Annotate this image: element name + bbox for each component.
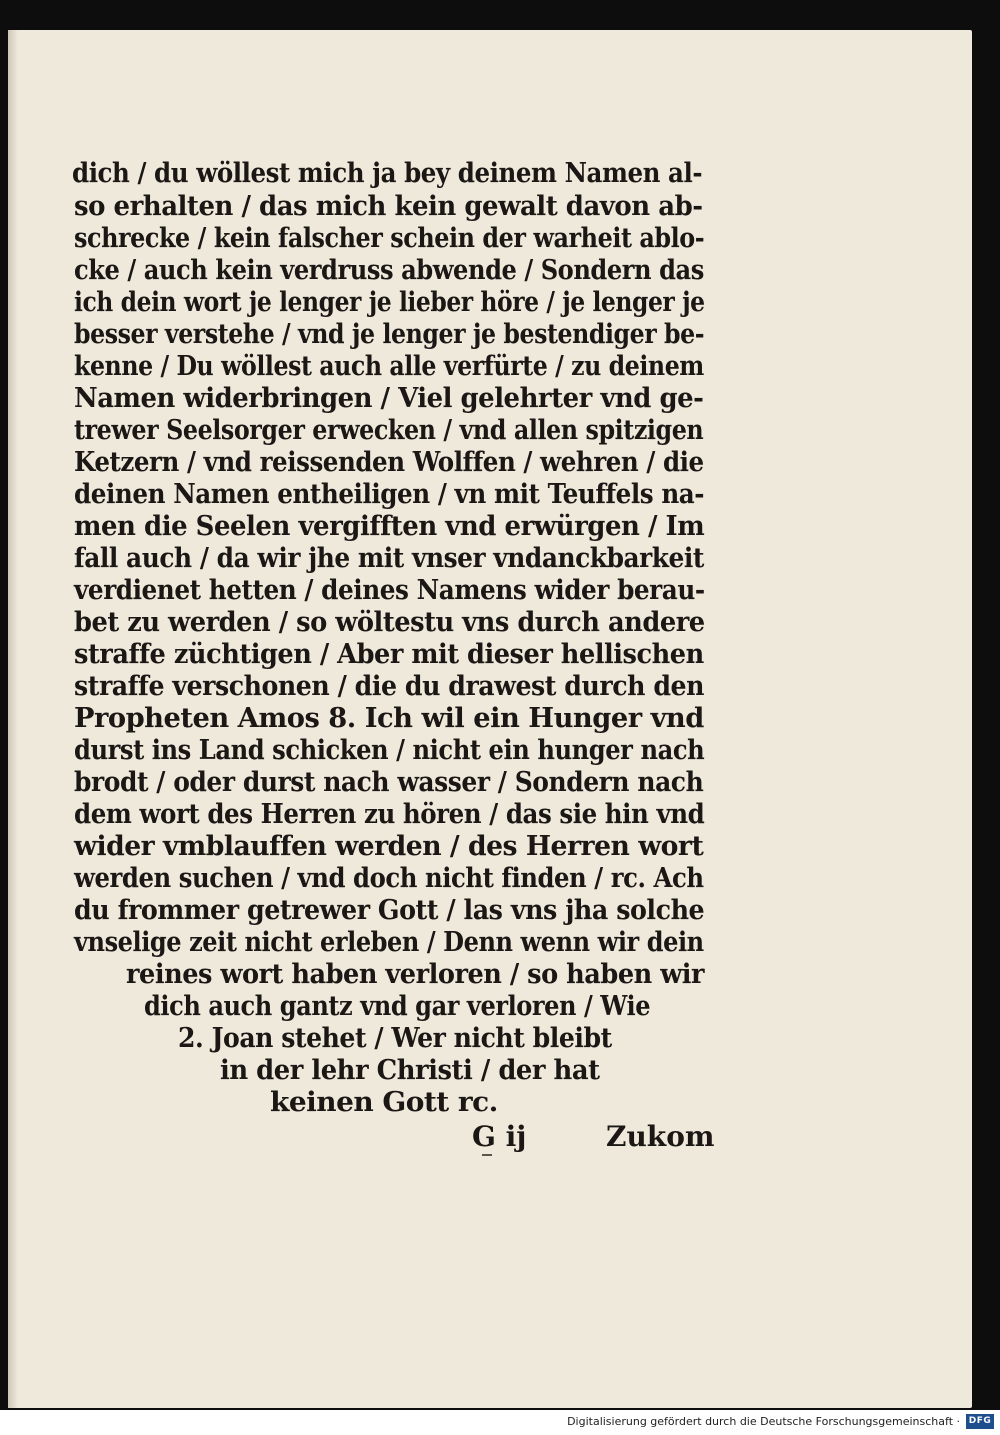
footer-credit-text: Digitalisierung gefördert durch die Deutsche Forschungsgemeinschaft · — [567, 1415, 960, 1428]
text-line: vnselige zeit nicht erleben / Denn wenn wir dein — [74, 927, 704, 958]
text-line: wider vmblauffen werden / des Herren wort — [74, 831, 704, 862]
text-line: 2. Joan stehet / Wer nicht bleibt — [178, 1023, 612, 1054]
text-line: dich auch gantz vnd gar verloren / Wie — [144, 991, 651, 1022]
text-line: Propheten Amos 8. Ich wil ein Hunger vnd — [74, 703, 704, 734]
text-line: keinen Gott rc. — [270, 1087, 498, 1118]
text-line: werden suchen / vnd doch nicht finden / rc. Ach — [74, 863, 704, 894]
text-line: dem wort des Herren zu hören / das sie hin vnd — [74, 799, 705, 830]
book-page — [8, 30, 972, 1408]
text-line: straffe verschonen / die du drawest durch den — [74, 671, 704, 702]
text-line: ich dein wort je lenger je lieber höre / je lenger je — [74, 287, 705, 318]
text-line: verdienet hetten / deines Namens wider berau- — [74, 575, 705, 606]
text-line: in der lehr Christi / der hat — [220, 1055, 600, 1086]
decorative-dash — [482, 1154, 492, 1156]
text-line: Namen widerbringen / Viel gelehrter vnd ge- — [74, 383, 704, 414]
text-line: fall auch / da wir jhe mit vnser vndanckbarkeit — [74, 543, 704, 574]
text-line: schrecke / kein falscher schein der warheit ablo- — [74, 223, 705, 254]
signature-mark: G ij — [472, 1120, 527, 1153]
text-line: kenne / Du wöllest auch alle verfürte / zu deinem — [74, 351, 704, 382]
text-line: reines wort haben verloren / so haben wir — [126, 959, 705, 990]
text-line: durst ins Land schicken / nicht ein hunger nach — [74, 735, 705, 766]
dfg-logo-icon: DFG — [966, 1414, 994, 1429]
text-line: bet zu werden / so wöltestu vns durch andere — [74, 607, 705, 638]
text-line: straffe züchtigen / Aber mit dieser hellischen — [74, 639, 704, 670]
text-line: du frommer getrewer Gott / las vns jha solche — [74, 895, 705, 926]
text-line: trewer Seelsorger erwecken / vnd allen spitzigen — [74, 415, 704, 446]
text-line: brodt / oder durst nach wasser / Sondern nach — [74, 767, 704, 798]
text-line: deinen Namen entheiligen / vn mit Teuffels na- — [74, 479, 705, 510]
digitization-footer — [0, 1410, 1000, 1435]
text-line: besser verstehe / vnd je lenger je bestendiger be- — [74, 319, 705, 350]
text-line: men die Seelen vergifften vnd erwürgen / Im — [74, 511, 705, 542]
text-line: cke / auch kein verdruss abwende / Sondern das — [74, 255, 704, 286]
text-line: Ketzern / vnd reissenden Wolffen / wehren / die — [74, 447, 704, 478]
text-line: so erhalten / das mich kein gewalt davon ab- — [74, 191, 703, 222]
page-gutter-shadow — [8, 30, 18, 1408]
text-line: dich / du wöllest mich ja bey deinem Namen al- — [72, 158, 703, 189]
catchword: Zukom — [606, 1120, 715, 1153]
